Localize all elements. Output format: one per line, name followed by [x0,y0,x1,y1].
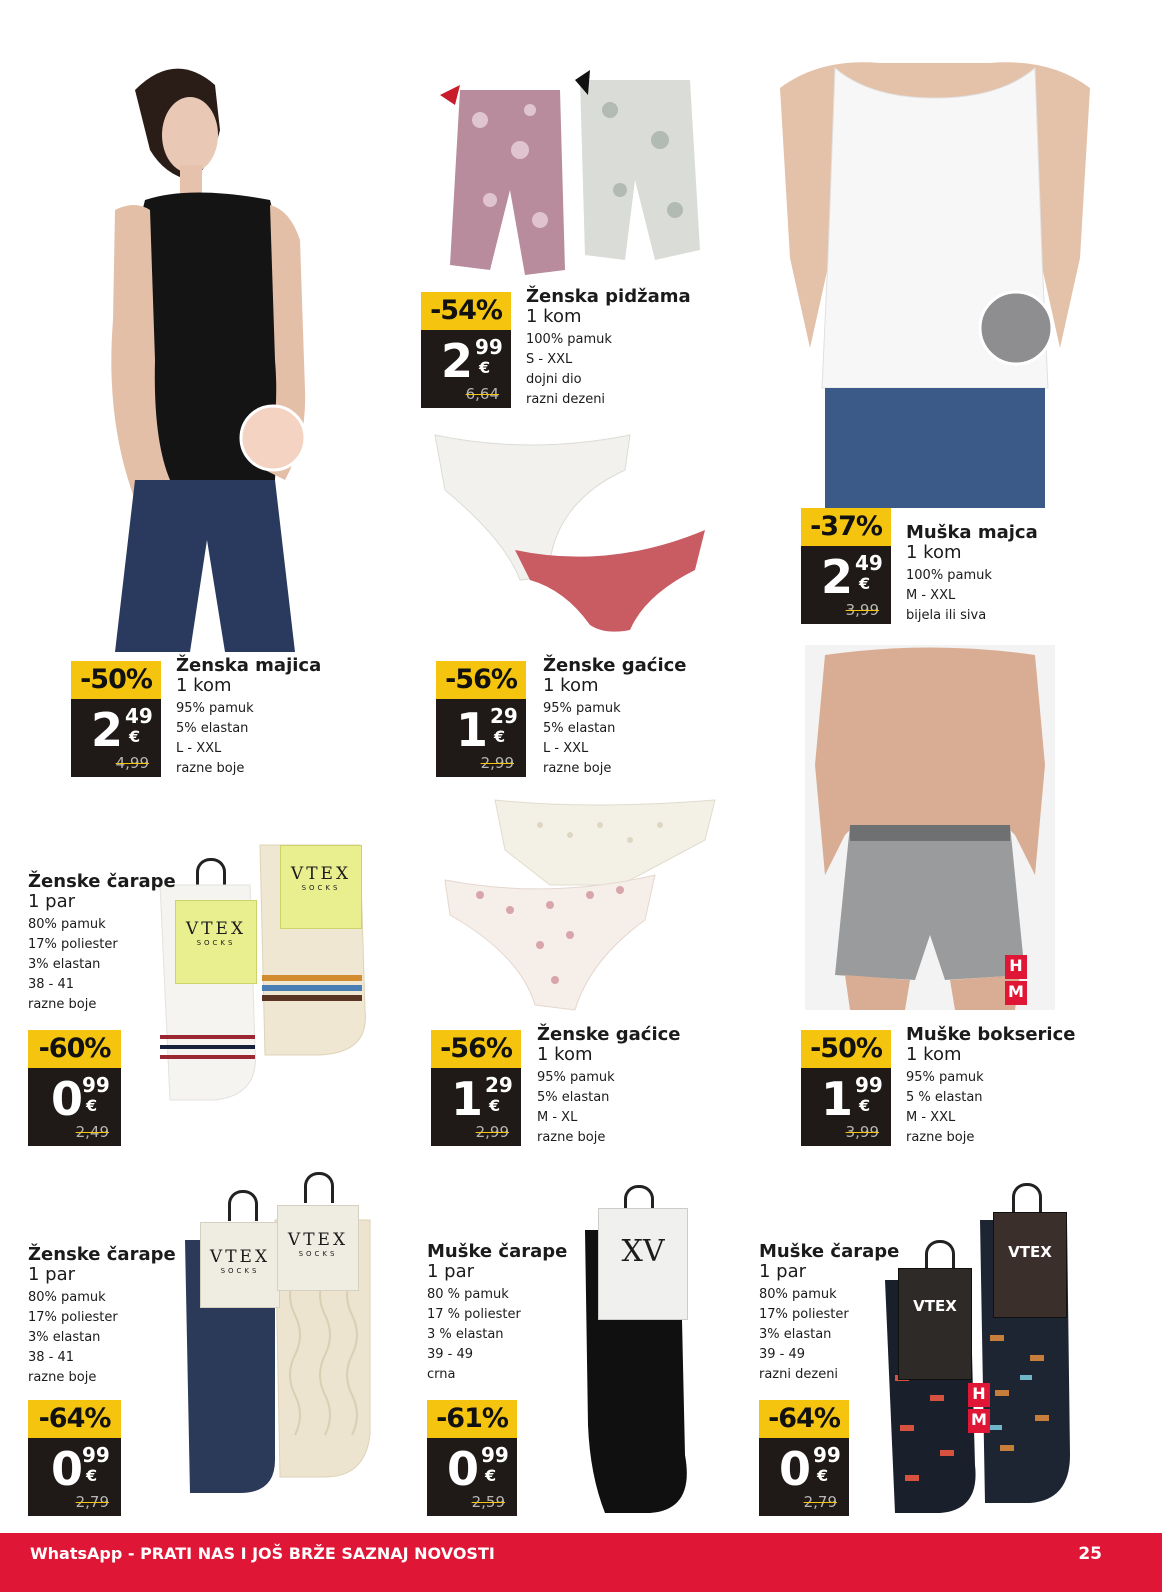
old-price: 3,99 [845,1123,879,1141]
discount-label: -60% [28,1030,121,1068]
product-spec: 80% pamuk [28,917,106,932]
socks-logo-text: SOCKS [196,939,236,947]
product-spec: 3 % elastan [427,1327,504,1342]
price-box [431,1068,521,1146]
price-dec: 99 [813,1443,841,1467]
page-number: 25 [1078,1544,1102,1564]
product-spec: M - XXL [906,588,956,603]
product-info-muske-carape-1 [427,1242,567,1385]
footer-bar [0,1533,1162,1592]
vtex-label [200,1222,280,1308]
product-qty: 1 par [28,1264,76,1285]
vtex-logo: VTEX [185,919,247,939]
hanger-icon [925,1240,955,1271]
price-box [759,1438,849,1516]
product-name: Ženske gaćice [537,1024,681,1045]
product-spec: 17 % poliester [427,1307,521,1322]
price-int: 1 [455,703,488,757]
vtex-logo: VTEX [287,1230,349,1250]
product-spec: 3% elastan [28,957,101,972]
price-dec: 29 [485,1073,513,1097]
price-int: 1 [450,1072,483,1126]
hanger-icon [228,1190,258,1221]
price-badge [436,661,526,777]
xv-logo: XV [621,1234,665,1269]
vtex-label [277,1205,359,1291]
vtex-logo: VTEX [913,1297,957,1315]
product-spec: 17% poliester [28,937,118,952]
currency: € [485,1466,497,1485]
currency: € [479,358,491,377]
old-price: 2,79 [803,1493,837,1511]
price-int: 0 [50,1442,83,1496]
price-int: 2 [440,334,473,388]
product-spec: 100% pamuk [906,568,992,583]
discount-label: -64% [28,1400,121,1438]
currency: € [817,1466,829,1485]
old-price: 2,49 [75,1123,109,1141]
product-info-zenske-gacice-1 [543,656,687,779]
socks-logo-text: SOCKS [220,1267,260,1275]
price-badge [427,1400,517,1516]
currency: € [86,1096,98,1115]
price-int: 0 [50,1072,83,1126]
price-dec: 99 [475,335,503,359]
product-spec: razni dezeni [526,392,606,407]
price-box [28,1438,121,1516]
discount-label: -56% [436,661,526,699]
old-price: 4,99 [115,754,149,772]
price-badge [759,1400,849,1516]
product-spec: razne boje [28,1370,97,1385]
product-spec: crna [427,1367,456,1382]
price-int: 1 [820,1072,853,1126]
product-spec: 38 - 41 [28,977,75,992]
discount-label: -50% [71,661,161,699]
hanger-icon [1012,1183,1042,1214]
hiper-tag: H [968,1383,990,1407]
product-spec: 95% pamuk [906,1070,984,1085]
hiper-maxi-tag [968,1383,990,1433]
price-int: 2 [820,550,853,604]
vtex-label-dark [898,1268,972,1380]
price-int: 0 [446,1442,479,1496]
product-spec: 5% elastan [176,721,249,736]
product-spec: 5% elastan [537,1090,610,1105]
product-info-zenske-gacice-2 [537,1025,681,1148]
price-box [421,330,511,408]
product-qty: 1 par [427,1261,475,1282]
product-name: Ženska pidžama [526,286,691,307]
product-name: Ženske čarape [28,1244,176,1265]
product-name: Ženske gaćice [543,655,687,676]
discount-label: -54% [421,292,511,330]
product-spec: 100% pamuk [526,332,612,347]
product-qty: 1 kom [176,675,232,696]
price-dec: 29 [490,704,518,728]
product-info-zenske-carape-1 [28,872,176,1015]
product-info-zenska-pidzama [526,287,691,410]
price-box [427,1438,517,1516]
product-spec: 39 - 49 [427,1347,474,1362]
socks-logo-text: SOCKS [298,1250,338,1258]
currency: € [489,1096,501,1115]
product-spec: razne boje [537,1130,606,1145]
product-spec: bijela ili siva [906,608,987,623]
currency: € [859,1096,871,1115]
product-spec: 3% elastan [28,1330,101,1345]
product-spec: razne boje [543,761,612,776]
discount-label: -37% [801,508,891,546]
product-spec: 17% poliester [759,1307,849,1322]
product-name: Ženska majica [176,655,322,676]
product-spec: 80 % pamuk [427,1287,509,1302]
product-name: Muška majca [906,522,1038,543]
product-spec: dojni dio [526,372,582,387]
product-spec: 95% pamuk [537,1070,615,1085]
discount-label: -50% [801,1030,891,1068]
product-spec: 3% elastan [759,1327,832,1342]
price-box [28,1068,121,1146]
price-dec: 99 [82,1073,110,1097]
product-qty: 1 kom [537,1044,593,1065]
hiper-maxi-tag [1005,955,1027,1005]
xv-label [598,1208,688,1320]
product-name: Muške čarape [759,1241,900,1262]
price-badge [28,1030,121,1146]
product-info-zenske-carape-2 [28,1245,176,1388]
old-price: 2,59 [471,1493,505,1511]
socks-logo-text: SOCKS [301,884,341,892]
product-info-muska-majca [906,523,1038,626]
whatsapp-cta-link[interactable]: WhatsApp - PRATI NAS I JOŠ BRŽE SAZNAJ NOVOSTI [30,1544,495,1563]
pyjama-image [430,70,710,280]
old-price: 2,99 [475,1123,509,1141]
price-box [436,699,526,777]
price-dec: 99 [855,1073,883,1097]
product-qty: 1 par [759,1261,807,1282]
old-price: 2,99 [480,754,514,772]
product-name: Ženske čarape [28,871,176,892]
product-spec: razne boje [28,997,97,1012]
man-tank-top-image [780,58,1090,508]
price-badge [431,1030,521,1146]
price-badge [421,292,511,408]
discount-label: -64% [759,1400,849,1438]
product-spec: 5% elastan [543,721,616,736]
discount-label: -56% [431,1030,521,1068]
currency: € [859,574,871,593]
product-info-zenska-majica [176,656,321,779]
product-name: Muške bokserice [906,1024,1076,1045]
product-spec: razne boje [906,1130,975,1145]
product-qty: 1 kom [906,1044,962,1065]
vtex-label [175,900,257,984]
vtex-logo: VTEX [209,1247,271,1267]
woman-tank-top-image [95,60,340,652]
product-spec: 5 % elastan [906,1090,983,1105]
price-badge [28,1400,121,1516]
price-dec: 49 [855,551,883,575]
old-price: 6,64 [465,385,499,403]
product-spec: 95% pamuk [176,701,254,716]
price-int: 2 [90,703,123,757]
vtex-logo: VTEX [290,864,352,884]
maxi-tag: M [1005,981,1027,1005]
vtex-label [280,845,362,929]
product-qty: 1 kom [906,542,962,563]
product-info-muske-carape-2 [759,1242,899,1385]
product-qty: 1 par [28,891,76,912]
price-box [801,1068,891,1146]
panties-image-1 [430,430,715,635]
product-spec: S - XXL [526,352,573,367]
panties-image-2 [440,795,730,1015]
vtex-logo: VTEX [1008,1243,1052,1261]
currency: € [86,1466,98,1485]
product-spec: L - XXL [543,741,589,756]
product-spec: 38 - 41 [28,1350,75,1365]
product-spec: 39 - 49 [759,1347,806,1362]
product-spec: 95% pamuk [543,701,621,716]
price-badge [71,661,161,777]
price-int: 0 [778,1442,811,1496]
price-box [801,546,891,624]
product-spec: 80% pamuk [759,1287,837,1302]
product-spec: M - XL [537,1110,578,1125]
product-qty: 1 kom [543,675,599,696]
price-dec: 99 [481,1443,509,1467]
vtex-label-dark [993,1212,1067,1318]
price-dec: 99 [82,1443,110,1467]
currency: € [129,727,141,746]
old-price: 2,79 [75,1493,109,1511]
hiper-tag: H [1005,955,1027,979]
product-spec: 17% poliester [28,1310,118,1325]
product-spec: M - XXL [906,1110,956,1125]
price-dec: 49 [125,704,153,728]
price-badge [801,1030,891,1146]
price-badge [801,508,891,624]
product-qty: 1 kom [526,306,582,327]
product-spec: razni dezeni [759,1367,839,1382]
old-price: 3,99 [845,601,879,619]
product-name: Muške čarape [427,1241,568,1262]
product-spec: L - XXL [176,741,222,756]
currency: € [494,727,506,746]
hanger-icon [304,1172,334,1203]
discount-label: -61% [427,1400,517,1438]
maxi-tag: M [968,1409,990,1433]
product-spec: 80% pamuk [28,1290,106,1305]
product-spec: razne boje [176,761,245,776]
product-info-muske-bokserice [906,1025,1075,1148]
price-box [71,699,161,777]
